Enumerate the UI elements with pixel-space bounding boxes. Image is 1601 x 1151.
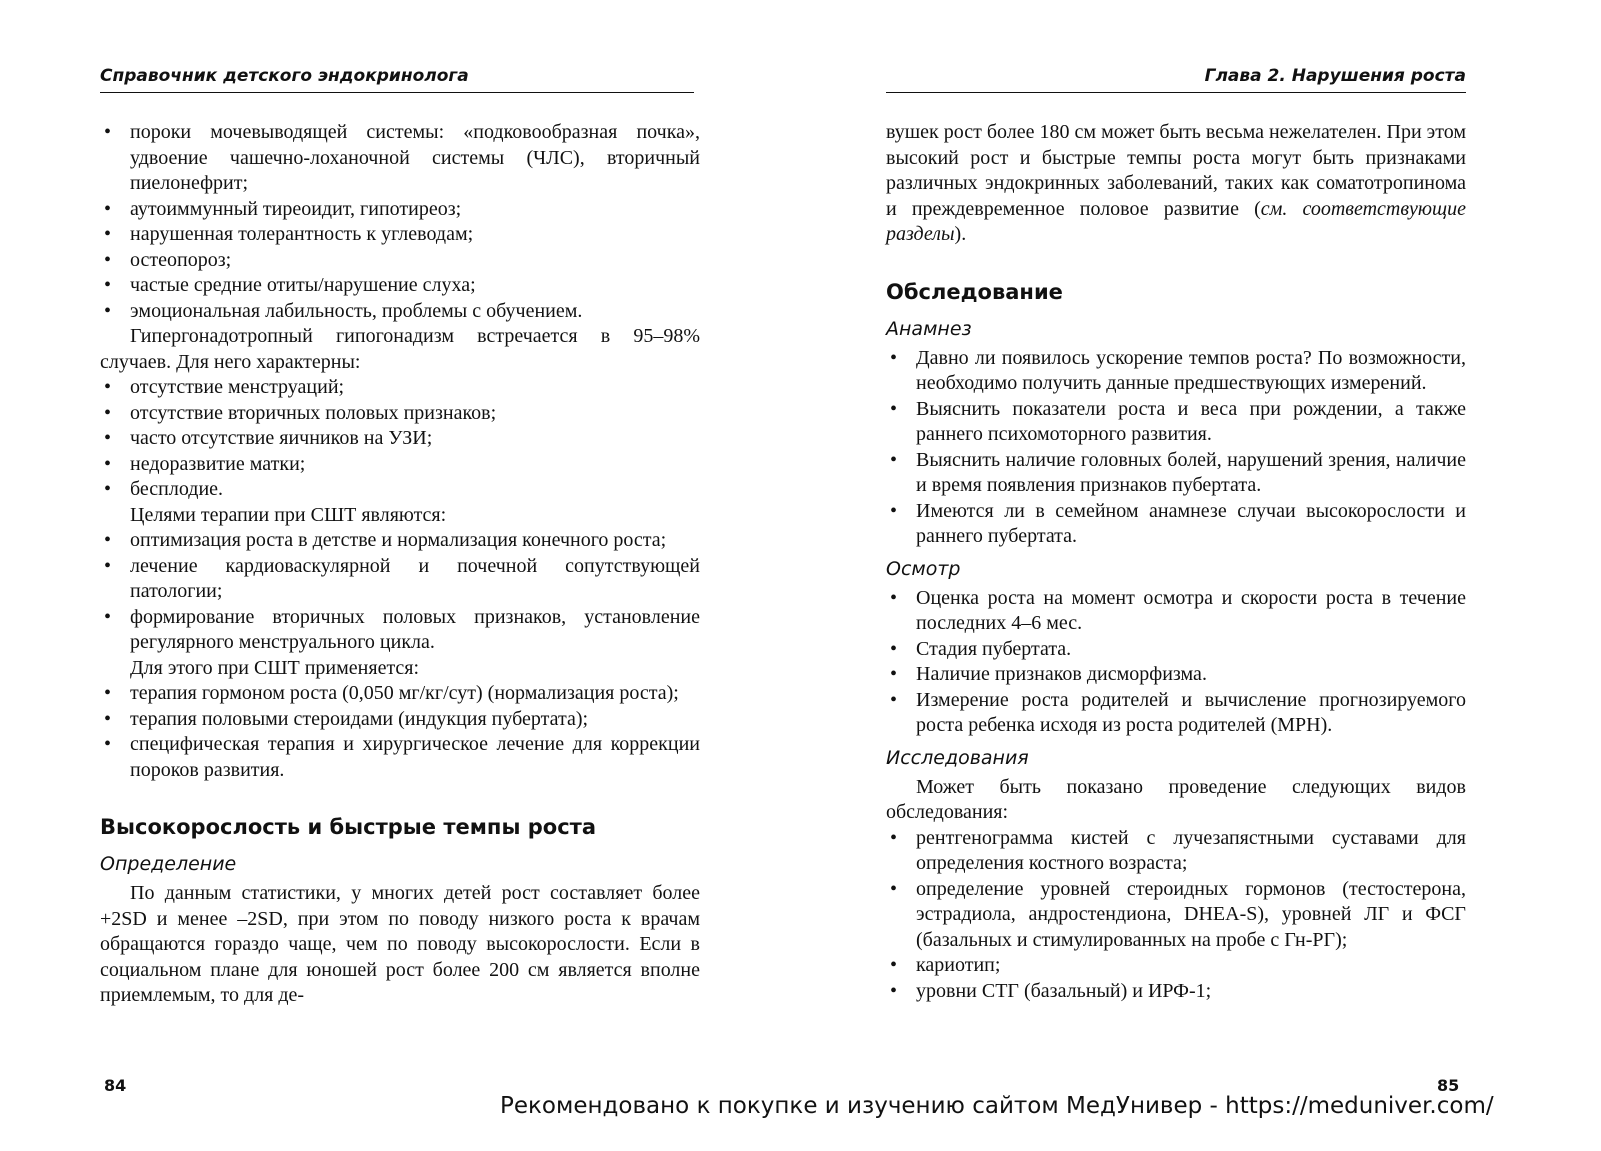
list-item: • Стадия пубертата. [886,637,1466,663]
research-list [886,826,1466,1005]
list-item: • Давно ли появилось ускорение темпов роста? По возможности, необходимо получить данные предшествующих измерений. [886,346,1466,397]
list-item: • терапия гормоном роста (0,050 мг/кг/сут) (нормализация роста); [100,681,700,707]
list-item: • уровни СТГ (базальный) и ИРФ-1; [886,979,1466,1005]
watermark-recommendation: Рекомендовано к покупке и изучению сайтом МедУнивер - https://meduniver.com/ [500,1093,1494,1119]
list-item: • Выяснить наличие головных болей, нарушений зрения, наличие и время появления признаков пубертата. [886,448,1466,499]
list-item: • формирование вторичных половых признаков, установление регулярного менструального цикла. [100,605,700,656]
list-item: • Наличие признаков дисморфизма. [886,662,1466,688]
hypogonadism-list [100,375,700,503]
exam-list [886,586,1466,739]
page-number-left: 84 [104,1076,127,1095]
list-item: • остеопороз; [100,248,700,274]
paragraph-research: Может быть показано проведение следующих видов обследования: [886,775,1466,823]
list-item: • оптимизация роста в детстве и нормализация конечного роста; [100,528,700,554]
paragraph-applied: Для этого при СШТ применяется: [130,656,420,679]
list-item: • лечение кардиоваскулярной и почечной сопутствующей патологии; [100,554,700,605]
list-item: • терапия половыми стероидами (индукция пубертата); [100,707,700,733]
list-item: • Измерение роста родителей и вычисление прогнозируемого роста ребенка исходя из роста родителей (МРН). [886,688,1466,739]
page-number-right: 85 [1437,1076,1460,1095]
anamnesis-list [886,346,1466,550]
list-item: • аутоиммунный тиреоидит, гипотиреоз; [100,197,700,223]
list-item: • отсутствие вторичных половых признаков; [100,401,700,427]
list-item: • Имеются ли в семейном анамнезе случаи высокорослости и раннего пубертата. [886,499,1466,550]
subsection-anamnesis: Анамнез [886,317,972,340]
list-item: • эмоциональная лабильность, проблемы с обучением. [100,299,700,325]
list-item: • рентгенограмма кистей с лучезапястными суставами для определения костного возраста; [886,826,1466,877]
list-item: • отсутствие менструаций; [100,375,700,401]
paragraph-therapy-goals: Целями терапии при СШТ являются: [130,503,447,526]
running-head-left: Справочник детского эндокринолога [100,64,694,93]
paragraph-continued-end: ). [954,223,967,245]
list-item: • специфическая терапия и хирургическое лечение для коррекции пороков развития. [100,732,700,783]
list-item: • часто отсутствие яичников на УЗИ; [100,426,700,452]
paragraph-definition: По данным статистики, у многих детей рост составляет более +2SD и менее –2SD, при этом по поводу низкого роста к врачам обращаются гораздо чаще, чем по поводу высокорослости. Если в социальном плане для юношей рост более 200 см является вполне приемлемым, то для де- [100,882,700,1006]
list-item: • определение уровней стероидных гормонов (тестостерона, эстрадиола, андростендиона, DHEA-S), уровней ЛГ и ФСГ (базальных и стимулированных на пробе с Гн-РГ); [886,877,1466,954]
therapy-goals-list [100,528,700,656]
list-item: • пороки мочевыводящей системы: «подковообразная почка», удвоение чашечно-лоханочной системы (ЧЛС), вторичный пиелонефрит; [100,120,700,197]
list-item: • Оценка роста на момент осмотра и скорости роста в течение последних 4–6 мес. [886,586,1466,637]
subsection-exam: Осмотр [886,557,961,580]
running-head-right: Глава 2. Нарушения роста [886,64,1466,93]
left-page [0,0,800,1151]
section-title-examination: Обследование [886,279,1063,304]
list-item: • частые средние отиты/нарушение слуха; [100,273,700,299]
subsection-research: Исследования [886,746,1029,769]
list-item: • Выяснить показатели роста и веса при рождении, а также раннего психомоторного развития. [886,397,1466,448]
therapy-list [100,681,700,783]
list-item: • недоразвитие матки; [100,452,700,478]
subsection-definition: Определение [100,853,237,875]
paragraph-continued [886,120,1466,248]
paragraph-continued-text: вушек рост более 180 см может быть весьма нежелателен. При этом высокий рост и быстрые темпы роста могут быть признаками различных эндокринных заболеваний, таких как соматотропинома и преждевременное половое развитие ( [886,121,1466,220]
cross-reference: см. соответствующие разделы [886,197,1466,245]
section-title-tall-stature: Высокорослость и быстрые темпы роста [100,815,596,839]
list-item: • бесплодие. [100,477,700,503]
list-item: • нарушенная толерантность к углеводам; [100,222,700,248]
list-item: • кариотип; [886,953,1466,979]
left-text-column [100,120,700,1009]
right-page [800,0,1601,1151]
right-text-column [886,120,1466,1004]
paragraph-hypogonadism: Гипергонадотропный гипогонадизм встречается в 95–98% случаев. Для него характерны: [100,325,700,373]
comorbidities-list [100,120,700,324]
